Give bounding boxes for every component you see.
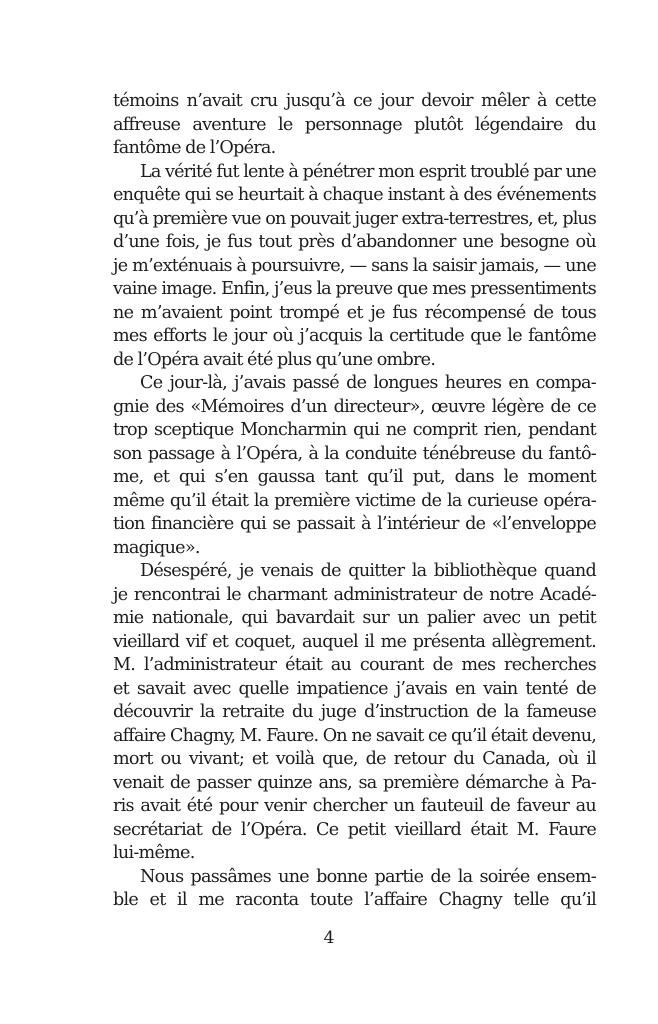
- text-line: ris avait été pour venir chercher un fauteuil de faveur au: [113, 796, 596, 816]
- text-line: Nous passâmes une bonne partie de la soirée ensem-: [140, 866, 596, 887]
- body-text: [113, 90, 596, 913]
- text-line: mort ou vivant; et voilà que, de retour du Canada, où il: [113, 749, 596, 769]
- text-line: fantôme de l’Opéra.: [113, 138, 276, 158]
- text-line: vaine image. Enfin, j’eus la preuve que mes pressentiments: [113, 279, 596, 299]
- text-line: tion financière qui se passait à l’intérieur de «l’enveloppe: [113, 514, 596, 534]
- text-line: me, et qui s’en gaussa tant qu’il put, dans le moment: [113, 467, 596, 487]
- text-line: d’une fois, je fus tout près d’abandonner une besogne où: [113, 232, 596, 252]
- text-line: je rencontrai le charmant administrateur de notre Acadé-: [113, 584, 596, 605]
- text-line: La vérité fut lente à pénétrer mon esprit troublé par une: [140, 161, 596, 182]
- text-line: et savait avec quelle impatience j’avais en vain tenté de: [113, 678, 596, 699]
- text-line: mie nationale, qui bavardait sur un palier avec un petit: [113, 608, 596, 628]
- text-line: lui-même.: [113, 843, 195, 863]
- text-line: venait de passer quinze ans, sa première démarche à Pa-: [113, 772, 596, 793]
- text-line: même qu’il était la première victime de la curieuse opéra-: [113, 490, 596, 511]
- text-line: M. l’administrateur était au courant de mes recherches: [113, 655, 596, 675]
- text-line: je m’exténuais à poursuivre, — sans la saisir jamais, — une: [113, 255, 596, 276]
- text-line: son passage à l’Opéra, à la conduite ténébreuse du fantô-: [113, 443, 596, 464]
- text-line: secrétariat de l’Opéra. Ce petit vieillard était M. Faure: [113, 819, 596, 840]
- text-line: découvrir la retraite du juge d’instruction de la fameuse: [113, 702, 596, 722]
- text-line: mes efforts le jour où j’acquis la certitude que le fantôme: [113, 326, 596, 346]
- text-line: Ce jour-là, j’avais passé de longues heures en compa-: [140, 373, 596, 393]
- text-line: affreuse aventure le personnage plutôt légendaire du: [113, 114, 596, 135]
- text-line: vieillard vif et coquet, auquel il me présenta allègrement.: [113, 631, 596, 652]
- text-line: qu’à première vue on pouvait juger extra-terrestres, et, plus: [113, 208, 596, 229]
- text-line: affaire Chagny, M. Faure. On ne savait ce qu’il était devenu,: [113, 725, 596, 746]
- text-line: témoins n’avait cru jusqu’à ce jour devoir mêler à cette: [113, 91, 596, 111]
- text-line: de l’Opéra avait été plus qu’une ombre.: [113, 349, 436, 370]
- page-number: 4: [323, 928, 335, 948]
- text-line: magique».: [113, 537, 200, 558]
- text-line: Désespéré, je venais de quitter la bibliothèque quand: [140, 561, 596, 581]
- text-line: ne m’avaient point trompé et je fus récompensé de tous: [113, 302, 596, 323]
- text-line: gnie des «Mémoires d’un directeur», œuvre légère de ce: [113, 396, 596, 417]
- text-line: enquête qui se heurtait à chaque instant à des événements: [113, 185, 596, 205]
- text-line: ble et il me raconta toute l’affaire Chagny telle qu’il: [113, 890, 596, 910]
- text-line: trop sceptique Moncharmin qui ne comprit rien, pendant: [113, 420, 596, 440]
